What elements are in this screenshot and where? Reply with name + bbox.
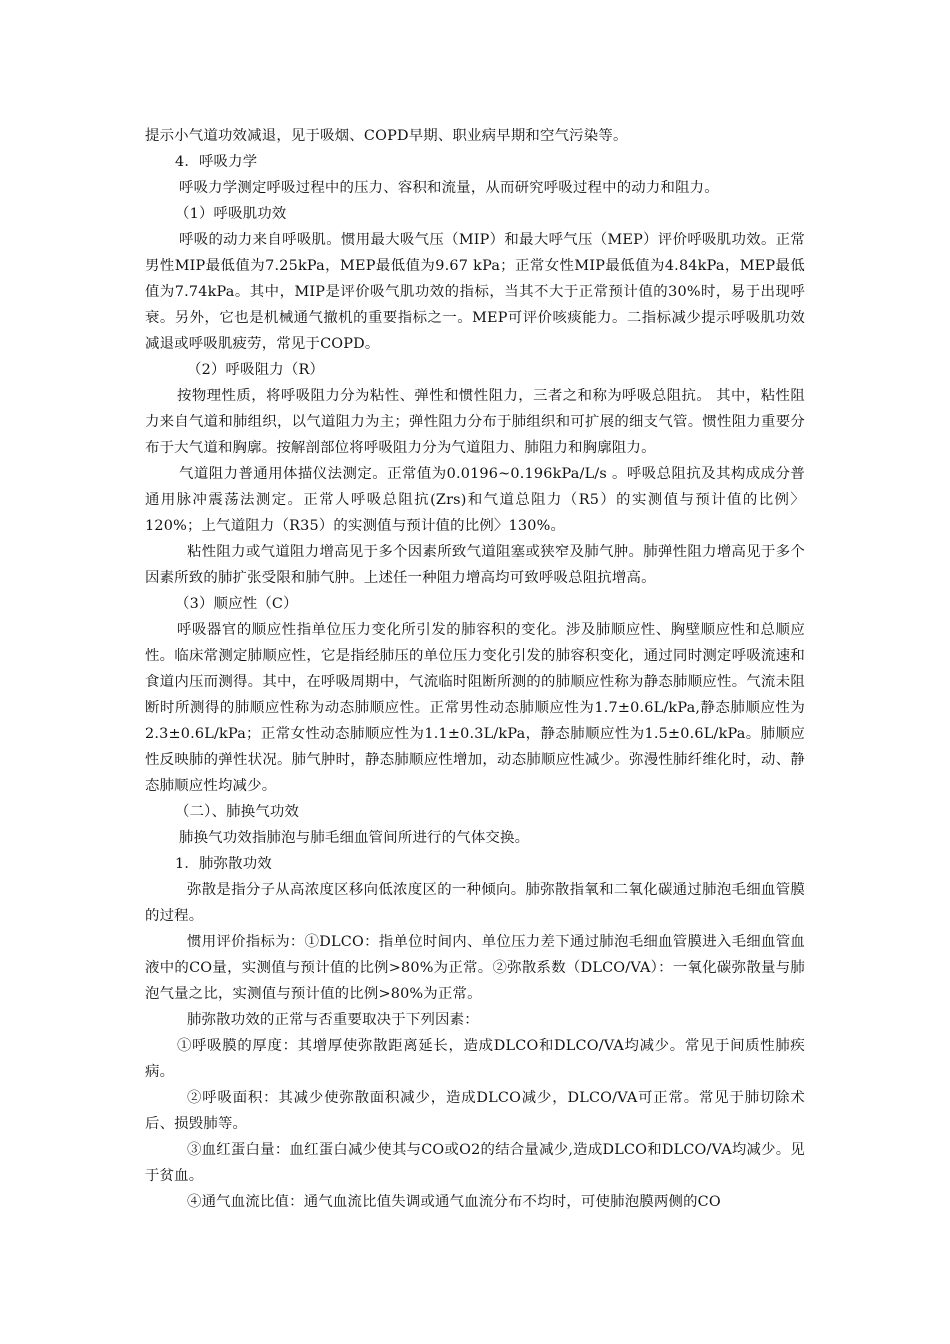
- paragraph: 弥散是指分子从高浓度区移向低浓度区的一种倾向。肺弥散指氧和二氧化碳通过肺泡毛细血管膜的过程。: [145, 882, 805, 924]
- paragraph: 按物理性质，将呼吸阻力分为粘性、弹性和惯性阻力，三者之和称为呼吸总阻抗。 其中，粘性阻力来自气道和肺组织，以气道阻力为主；弹性阻力分布于肺组织和可扩展的细支气管。惯性阻力重要分布于大气道和胸廓。按解剖部位将呼吸阻力分为气道阻力、肺阻力和胸廓阻力。: [145, 388, 805, 456]
- list-item: ①呼吸膜的厚度：其增厚使弥散距离延长，造成DLCO和DLCO/VA均减少。常见于间质性肺疾病。: [145, 1038, 805, 1080]
- section-heading: 4．呼吸力学: [175, 154, 258, 170]
- paragraph: 呼吸力学测定呼吸过程中的压力、容积和流量，从而研究呼吸过程中的动力和阻力。: [179, 180, 719, 196]
- subsection-heading: （2）呼吸阻力（R）: [187, 362, 325, 378]
- paragraph: 惯用评价指标为：①DLCO：指单位时间内、单位压力差下通过肺泡毛细血管膜进入毛细血管血液中的CO量，实测值与预计值的比例>80%为正常。②弥散系数（DLCO/VA）：一氧化碳弥散量与肺泡气量之比，实测值与预计值的比例>80%为正常。: [145, 934, 805, 1002]
- list-item: ④通气血流比值：通气血流比值失调或通气血流分布不均时，可使肺泡膜两侧的CO: [187, 1194, 721, 1210]
- paragraph: 气道阻力普通用体描仪法测定。正常值为0.0196~0.196kPa/L/s 。呼吸总阻抗及其构成成分普通用脉冲震荡法测定。正常人呼吸总阻抗(Zrs)和气道总阻力（R5）的实测值与预计值的比例〉120%；上气道阻力（R35）的实测值与预计值的比例〉130%。: [145, 466, 805, 534]
- paragraph: 呼吸器官的顺应性指单位压力变化所引发的肺容积的变化。涉及肺顺应性、胸壁顺应性和总顺应性。临床常测定肺顺应性，它是指经肺压的单位压力变化引发的肺容积变化，通过同时测定呼吸流速和食道内压而测得。其中，在呼吸周期中，气流临时阻断所测的的肺顺应性称为静态肺顺应性。气流未阻断时所测得的肺顺应性称为动态肺顺应性。正常男性动态肺顺应性为1.7±0.6L/kPa,静态肺顺应性为2.3±0.6L/kPa；正常女性动态肺顺应性为1.1±0.3L/kPa，静态肺顺应性为1.5±0.6L/kPa。肺顺应性反映肺的弹性状况。肺气肿时，静态肺顺应性增加，动态肺顺应性减少。弥漫性肺纤维化时，动、静态肺顺应性均减少。: [145, 622, 805, 794]
- section-heading: 1．肺弥散功效: [175, 856, 272, 872]
- section-heading: （二）、肺换气功效: [175, 804, 300, 820]
- list-item: ②呼吸面积：其减少使弥散面积减少，造成DLCO减少，DLCO/VA可正常。常见于肺切除术后、损毁肺等。: [145, 1090, 805, 1132]
- paragraph: 呼吸的动力来自呼吸肌。惯用最大吸气压（MIP）和最大呼气压（MEP）评价呼吸肌功效。正常男性MIP最低值为7.25kPa，MEP最低值为9.67 kPa；正常女性MIP最低值为4.84kPa，MEP最低值为7.74kPa。其中，MIP是评价吸气肌功效的指标，当其不大于正常预计值的30%时，易于出现呼衰。另外，它也是机械通气撤机的重要指标之一。MEP可评价咳痰能力。二指标减少提示呼吸肌功效减退或呼吸肌疲劳，常见于COPD。: [145, 232, 805, 352]
- paragraph: 肺换气功效指肺泡与肺毛细血管间所进行的气体交换。: [179, 830, 530, 846]
- subsection-heading: （3）顺应性（C）: [175, 596, 298, 612]
- list-item: ③血红蛋白量：血红蛋白减少使其与CO或O2的结合量减少,造成DLCO和DLCO/VA均减少。见于贫血。: [145, 1142, 805, 1184]
- document-body: [145, 123, 805, 1215]
- paragraph: 肺弥散功效的正常与否重要取决于下列因素：: [187, 1012, 479, 1028]
- subsection-heading: （1）呼吸肌功效: [175, 206, 287, 222]
- paragraph: 提示小气道功效减退，见于吸烟、COPD早期、职业病早期和空气污染等。: [145, 128, 628, 144]
- paragraph: 粘性阻力或气道阻力增高见于多个因素所致气道阻塞或狭窄及肺气肿。肺弹性阻力增高见于多个因素所致的肺扩张受限和肺气肿。上述任一种阻力增高均可致呼吸总阻抗增高。: [145, 544, 805, 586]
